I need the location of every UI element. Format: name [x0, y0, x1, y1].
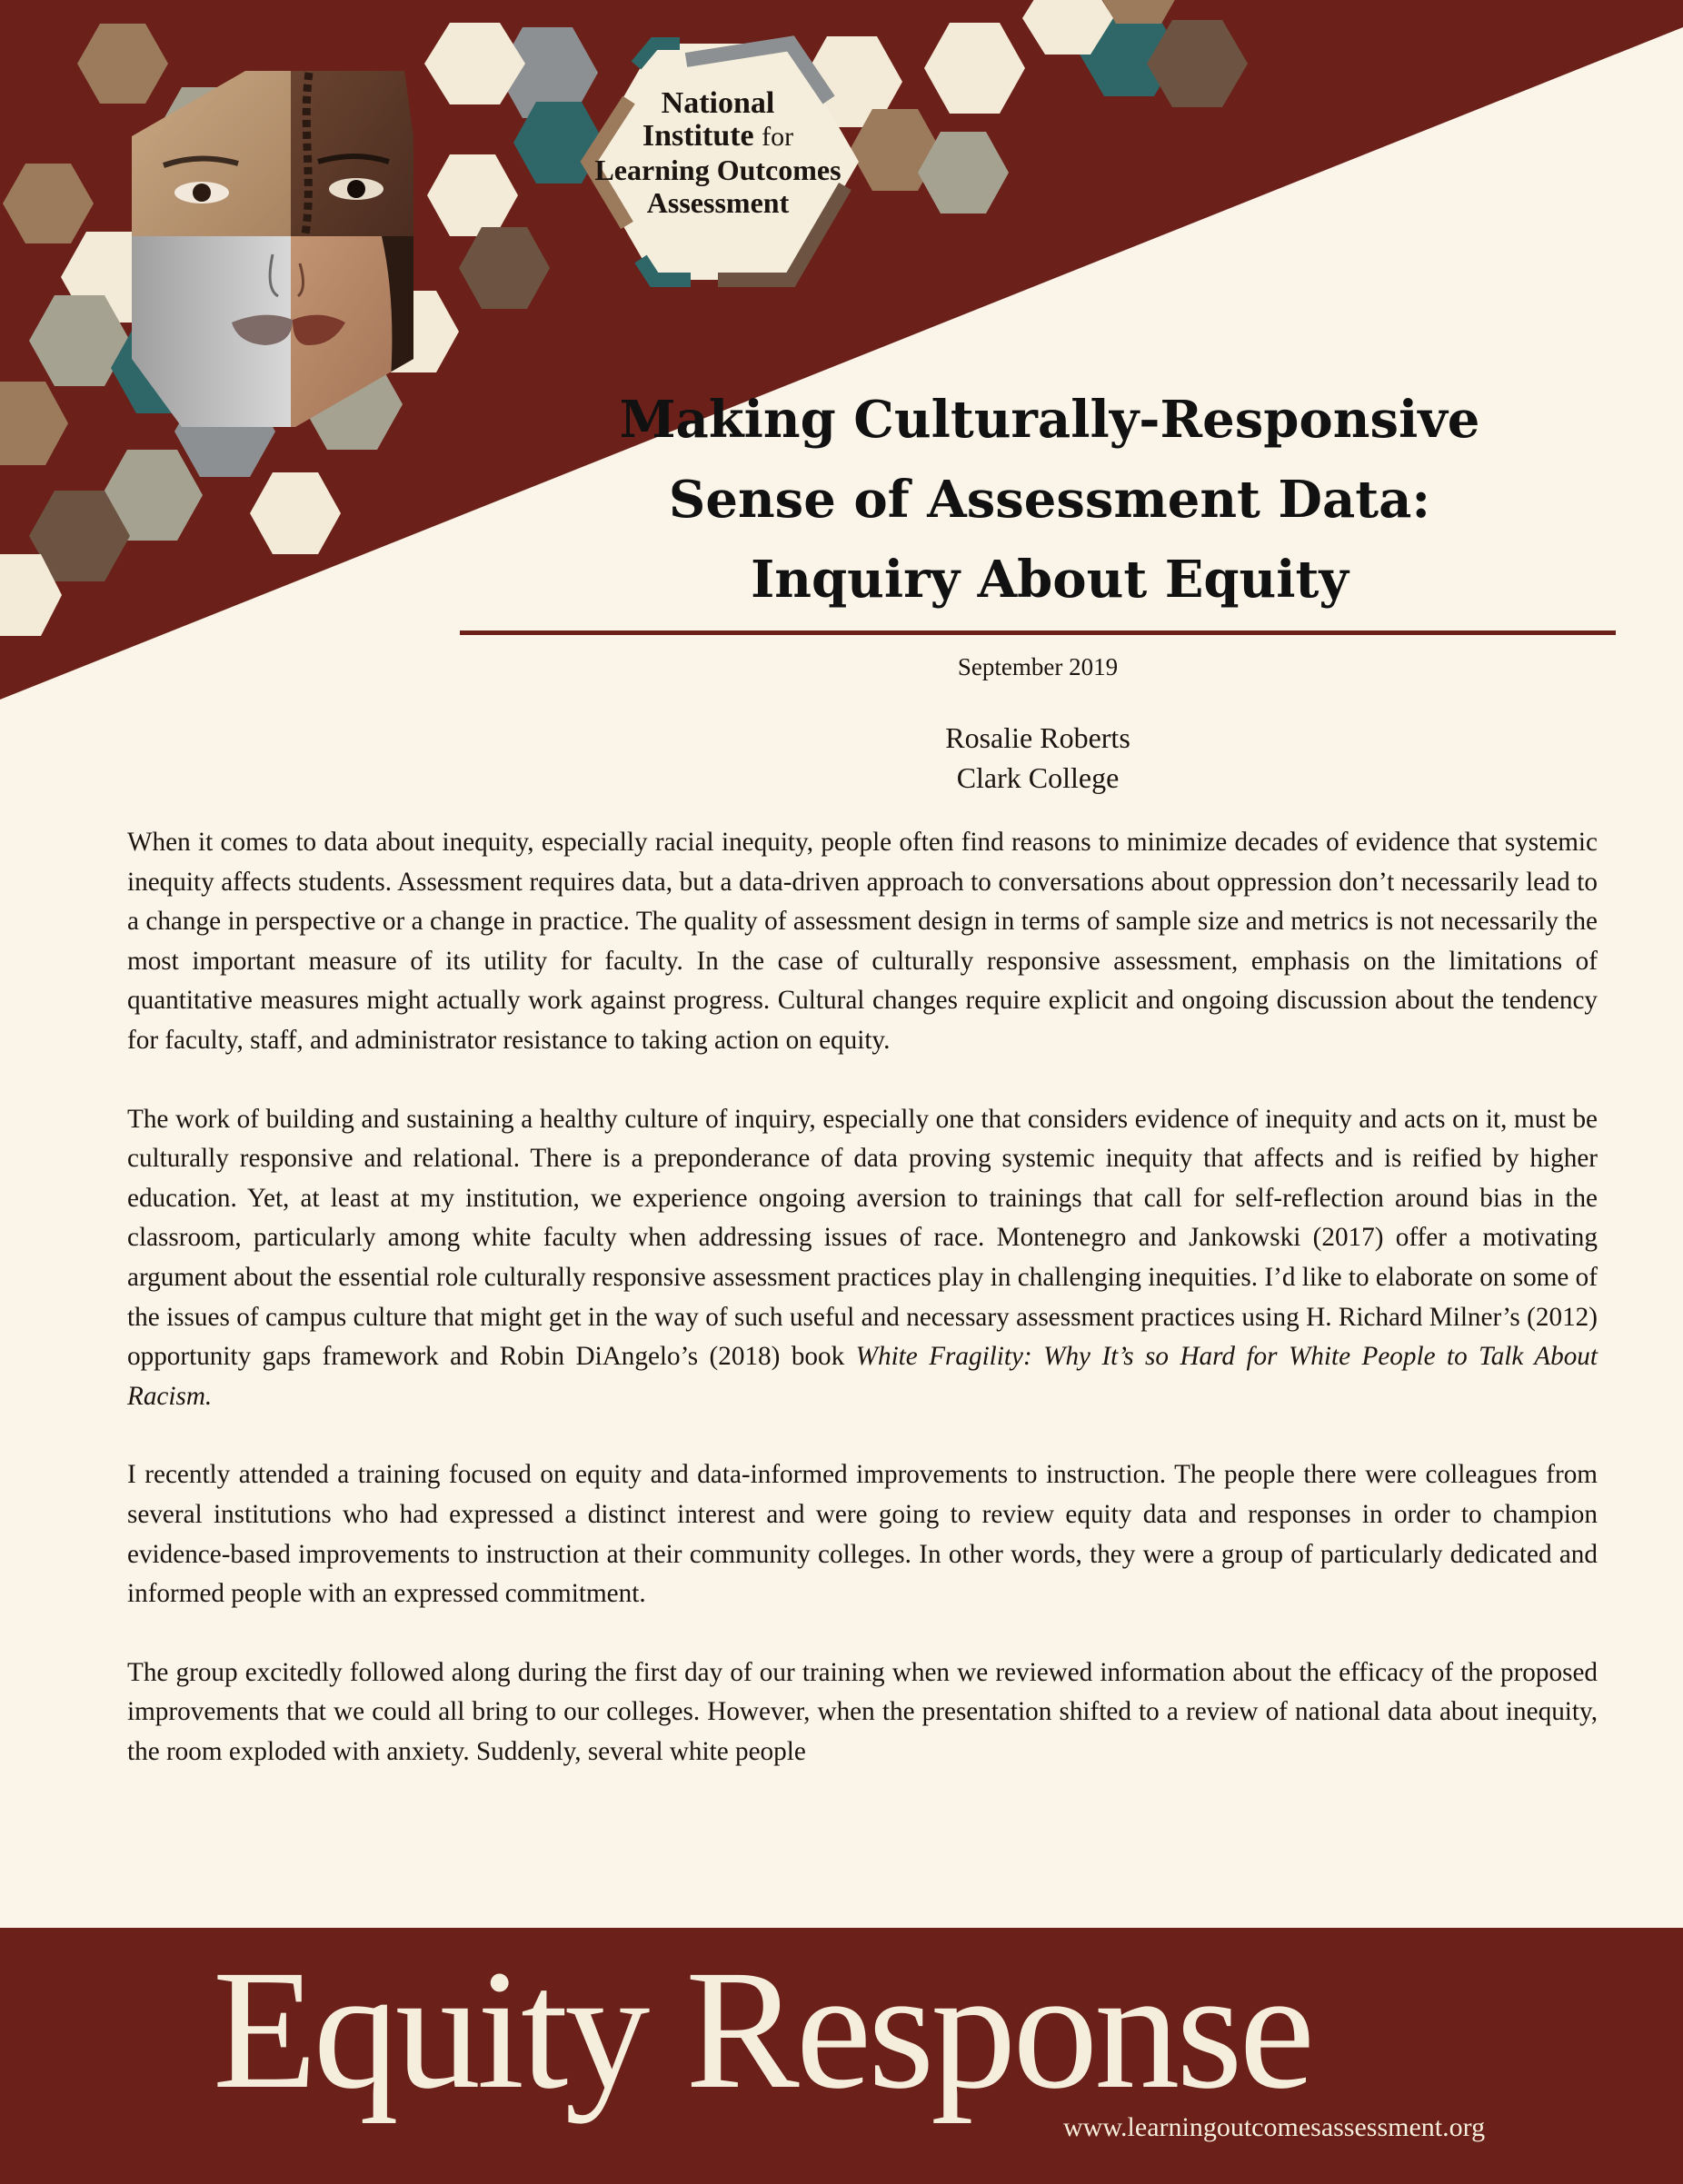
logo-line-4: Assessment	[646, 186, 790, 219]
footer-url[interactable]: www.learningoutcomesassessment.org	[1063, 2112, 1486, 2142]
page-title	[491, 380, 1608, 620]
publication-date: September 2019	[957, 653, 1119, 680]
paragraph-2-text: The work of building and sustaining a healthy culture of inquiry, especially one that considers evidence of inequity and acts on it, must be culturally responsive and relational. There is a preponderance of data proving systemic inequity that affects and is reified by higher education. Yet, at least at my institution, we experience ongoing aversion to trainings that call for self-reflection around bias in the classroom, particularly among white faculty when addressing issues of race. Montenegro and Jankowski (2017) offer a motivating argument about the essential role culturally responsive assessment practices play in challenging inequities. I’d like to elaborate on some of the issues of campus culture that might get in the way of such useful and necessary assessment practices using H. Richard Milner’s (2012) opportunity gaps framework and Robin DiAngelo’s (2018) book	[127, 1104, 1598, 1372]
logo-line-2-main: Institute	[642, 119, 754, 153]
author-affiliation: Clark College	[956, 761, 1120, 794]
author-block	[460, 718, 1616, 798]
book-title: White Fragility: Why It’s so Hard for White People to Talk About Racism.	[127, 1342, 1598, 1411]
title-line-2: Sense of Assessment Data:	[668, 470, 1431, 530]
paragraph-1: When it comes to data about inequity, especially racial inequity, people often find reasons to minimize decades of evidence that systemic inequity affects students. Assessment requires data, but a data-driven approach to conversations about oppression don’t necessarily lead to a change in perspective or a change in practice. The quality of assessment design in terms of sample size and metrics is not necessarily the most important measure of its utility for faculty. In the case of culturally responsive assessment, emphasis on the limitations of quantitative measures might actually work against progress. Cultural changes require explicit and ongoing discussion about the tendency for faculty, staff, and administrator resistance to taking action on equity.	[127, 828, 1598, 1055]
title-divider	[460, 630, 1616, 635]
paragraph-3: I recently attended a training focused on equity and data-informed improvements to instruction. The people there were colleagues from several institutions who had expressed a distinct interest and were going to review equity data and responses in order to champion evidence-based improvements to instruction at their community colleges. In other words, they were a group of particularly dedicated and informed people with an expressed commitment.	[127, 1460, 1598, 1609]
logo-line-2	[582, 120, 854, 154]
paragraph-4: The group excitedly followed along during the first day of our training when we reviewed information about the efficacy of the proposed improvements that we could all bring to our colleges. However, when the presentation shifted to a review of national data about inequity, the room exploded with anxiety. Suddenly, several white people	[127, 1657, 1598, 1766]
logo-line-1: National	[661, 86, 775, 120]
article-body	[127, 823, 1598, 1811]
portrait-collage	[127, 64, 427, 432]
title-line-1: Making Culturally-Responsive	[619, 390, 1480, 450]
title-line-3: Inquiry About Equity	[751, 550, 1349, 610]
footer-title: Equity Response	[213, 1934, 1311, 2124]
logo-line-2-suffix: for	[762, 122, 794, 152]
paragraph-2	[127, 1100, 1598, 1417]
logo-line-3: Learning Outcomes	[594, 154, 842, 186]
logo-wordmark	[582, 87, 854, 219]
author-name: Rosalie Roberts	[945, 721, 1130, 754]
